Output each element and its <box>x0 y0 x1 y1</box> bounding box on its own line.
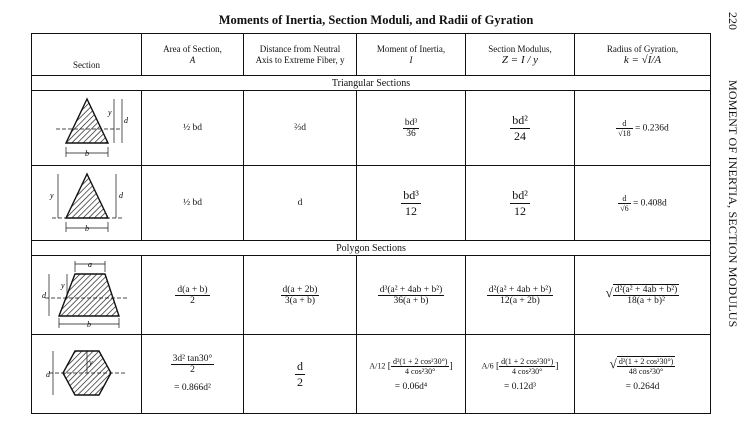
triangle-diagram-2 <box>32 166 142 241</box>
area-cell: $\frac{\text{3d² tan30°}}{2}$ = 0.866d² <box>142 335 244 414</box>
header-row <box>32 34 711 76</box>
moment-cell: $\frac{\text{bd³}}{36}$ <box>357 91 466 166</box>
a-label: a <box>87 259 92 269</box>
moment-cell: $\frac{\text{d³(a² + 4ab + b²)}}{36(a + b)}$ <box>357 256 466 335</box>
table-row <box>32 166 711 241</box>
header-radius: Radius of Gyration, k = √I/A <box>575 34 711 76</box>
distance-cell: d <box>244 166 357 241</box>
header-area: Area of Section, A <box>142 34 244 76</box>
group-label: Triangular Sections <box>32 76 711 91</box>
hexagon-diagram <box>32 335 142 414</box>
group-label: Polygon Sections <box>32 241 711 256</box>
table-row <box>32 256 711 335</box>
y-label: y <box>49 190 54 200</box>
b-label: b <box>86 319 91 329</box>
header-moment: Moment of Inertia, I <box>357 34 466 76</box>
y-label: y <box>88 357 93 367</box>
d-label: d <box>118 190 123 200</box>
distance-cell: ⅔d <box>244 91 357 166</box>
radius-cell: $\frac{d}{√6}$ = 0.408d <box>575 166 711 241</box>
area-cell: ½ bd <box>142 91 244 166</box>
modulus-cell: A/6 [ $\frac{\text{d(1 + 2 cos²30°)}}{\text{4 cos²30°}}$ ] = 0.12d³ <box>466 335 575 414</box>
moment-cell: $\frac{\text{bd³}}{12}$ <box>357 166 466 241</box>
moment-cell: A/12 [ $\frac{\text{d²(1 + 2 cos²30°)}}{\text{4 cos²30°}}$ ] = 0.06d⁴ <box>357 335 466 414</box>
group-band-triangular <box>32 76 711 91</box>
header-section: Section <box>32 34 142 76</box>
page-title: Moments of Inertia, Section Moduli, and Radii of Gyration <box>218 13 534 27</box>
modulus-cell: $\frac{\text{bd²}}{24}$ <box>466 91 575 166</box>
area-cell: $\frac{d(a + b)}{2}$ <box>142 256 244 335</box>
radius-cell: $\frac{d}{√18}$ = 0.236d <box>575 91 711 166</box>
table-row <box>32 335 711 414</box>
trapezoid-figure <box>39 258 135 330</box>
trapezoid-diagram <box>32 256 142 335</box>
distance-cell: $\frac{d}{2}$ <box>244 335 357 414</box>
group-band-polygon <box>32 241 711 256</box>
hexagon-figure <box>39 337 135 409</box>
b-label: b <box>84 223 89 233</box>
triangle-apex-up-figure <box>42 93 132 161</box>
y-label: y <box>107 107 112 117</box>
distance-cell: $\frac{d(a + 2b)}{3(a + b)}$ <box>244 256 357 335</box>
triangle-diagram-1 <box>32 91 142 166</box>
modulus-cell: $\frac{\text{bd²}}{12}$ <box>466 166 575 241</box>
header-distance: Distance from Neutral Axis to Extreme Fiber, y <box>244 34 357 76</box>
d-label: d <box>41 290 46 300</box>
radius-cell: √ $\frac{\text{d²(1 + 2 cos²30°)}}{\text{48 cos²30°}}$ = 0.264d <box>575 335 711 414</box>
b-label: b <box>84 148 89 158</box>
page-number: 220 <box>726 12 740 30</box>
header-modulus: Section Modulus, Z = I / y <box>466 34 575 76</box>
table-row <box>32 91 711 166</box>
radius-cell: √ $\frac{\text{d²(a² + 4ab + b²)}}{\text{18(a + b)²}}$ <box>575 256 711 335</box>
d-label: d <box>45 369 50 379</box>
side-heading: MOMENT OF INERTIA, SECTION MODULUS <box>726 80 740 328</box>
inertia-table <box>31 33 711 414</box>
triangle-apex-up-figure <box>42 168 132 236</box>
d-label: d <box>123 115 128 125</box>
modulus-cell: $\frac{\text{d²(a² + 4ab + b²)}}{12(a + 2b)}$ <box>466 256 575 335</box>
y-label: y <box>60 280 65 290</box>
area-cell: ½ bd <box>142 166 244 241</box>
